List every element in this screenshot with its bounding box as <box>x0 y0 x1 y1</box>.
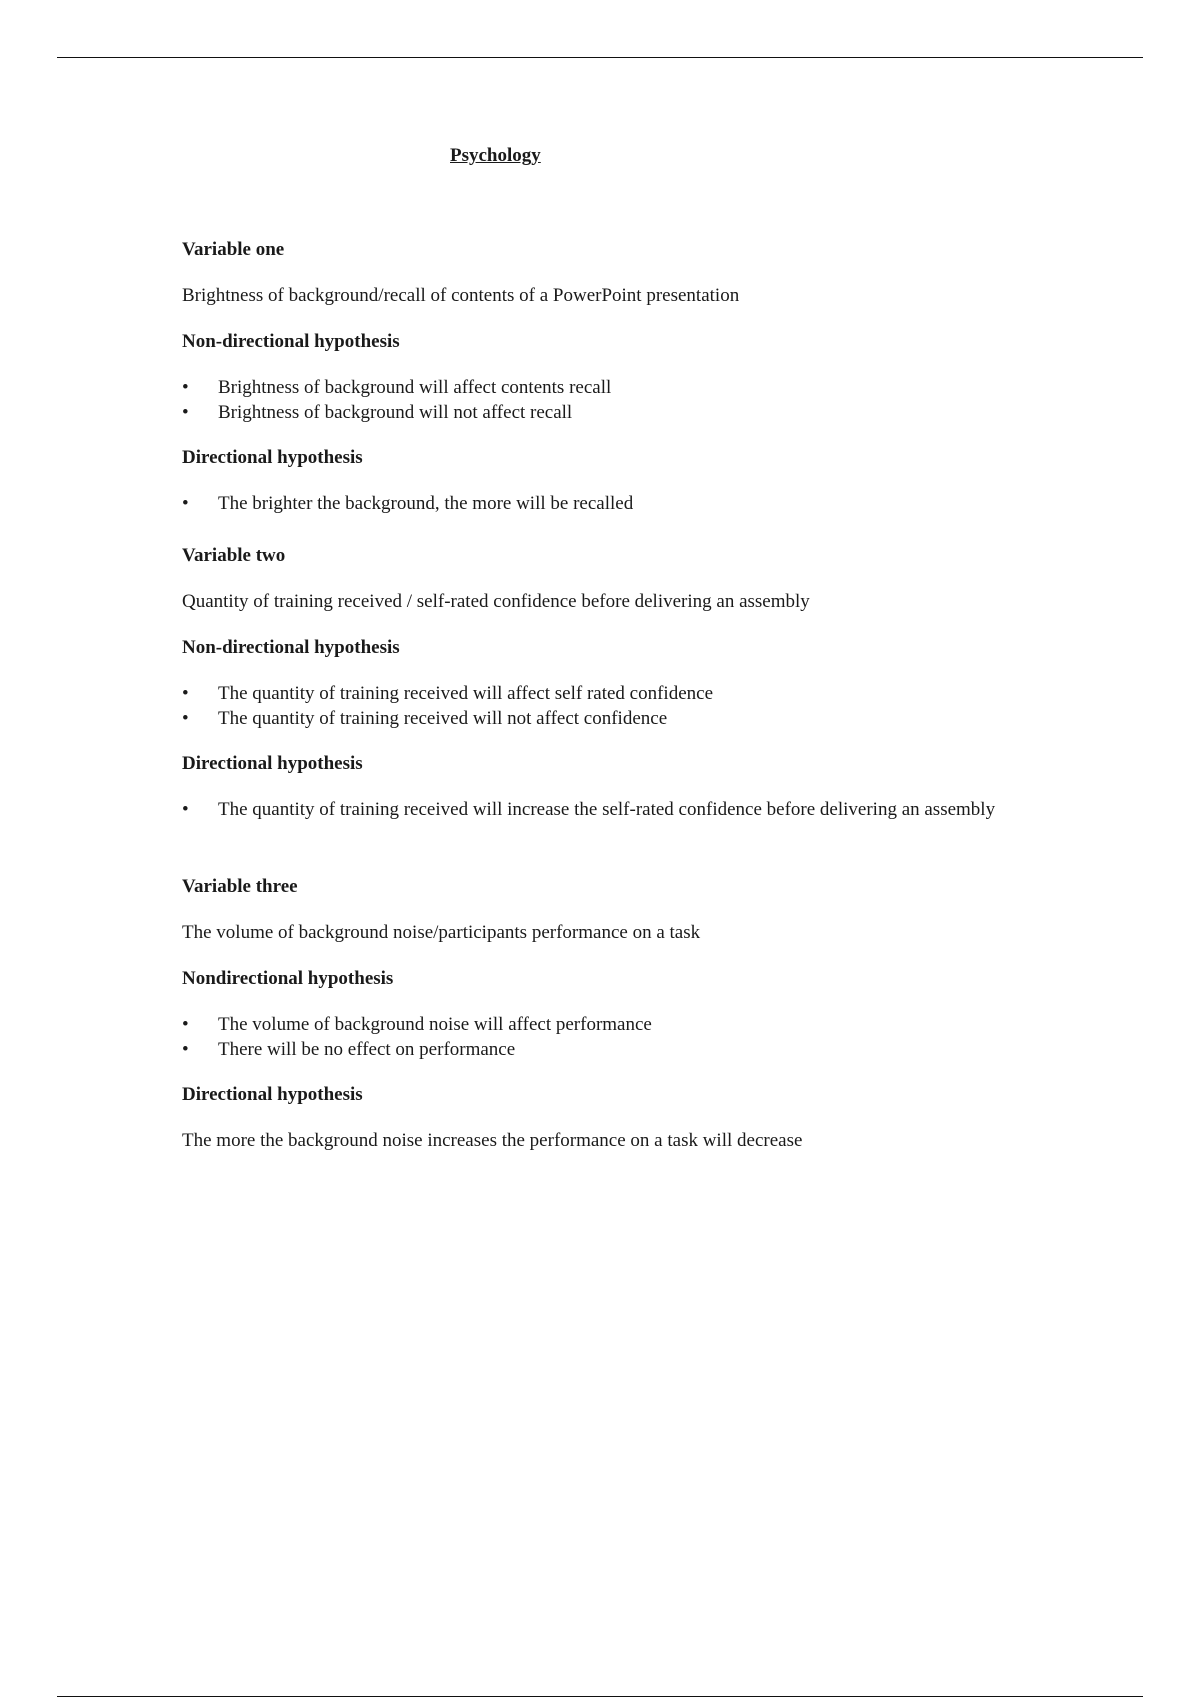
list-item: • Brightness of background will not affect recall <box>182 402 573 423</box>
bullet-icon: • <box>182 683 189 704</box>
bullet-icon: • <box>182 1014 189 1035</box>
bullet-icon: • <box>182 799 189 820</box>
bullet-icon: • <box>182 377 189 398</box>
list-item: • The quantity of training received will affect self rated confidence <box>182 683 714 704</box>
list-item: • There will be no effect on performance <box>182 1039 516 1060</box>
bullet-icon: • <box>182 493 189 514</box>
variable-one-section <box>182 237 1002 536</box>
list-item: • The quantity of training received will not affect confidence <box>182 708 668 729</box>
variable-description: Brightness of background/recall of contents of a PowerPoint presentation <box>182 285 740 306</box>
list-item: • Brightness of background will affect contents recall <box>182 377 612 398</box>
variable-three-section <box>182 874 1002 1174</box>
nondirectional-list <box>182 681 1002 731</box>
variable-heading: Variable one <box>182 239 285 260</box>
directional-heading: Directional hypothesis <box>182 1084 363 1105</box>
list-item: • The brighter the background, the more will be recalled <box>182 493 634 514</box>
top-rule <box>57 57 1143 58</box>
bottom-rule <box>57 1696 1143 1697</box>
nondirectional-list <box>182 1012 1002 1062</box>
bullet-icon: • <box>182 1039 189 1060</box>
list-item: • The volume of background noise will affect performance <box>182 1014 652 1035</box>
variable-description: Quantity of training received / self-rated confidence before delivering an assembly <box>182 591 810 612</box>
directional-heading: Directional hypothesis <box>182 753 363 774</box>
variable-description: The volume of background noise/participants performance on a task <box>182 922 701 943</box>
variable-heading: Variable two <box>182 545 286 566</box>
nondirectional-list <box>182 375 1002 425</box>
variable-two-section <box>182 543 1002 842</box>
variable-heading: Variable three <box>182 876 298 897</box>
nondirectional-heading: Nondirectional hypothesis <box>182 968 394 989</box>
list-item: • The quantity of training received will increase the self-rated confidence before delivering an assembly <box>182 799 996 820</box>
directional-heading: Directional hypothesis <box>182 447 363 468</box>
bullet-icon: • <box>182 708 189 729</box>
directional-list <box>182 797 1002 822</box>
page-title: Psychology <box>450 145 541 166</box>
directional-list <box>182 491 1002 516</box>
nondirectional-heading: Non-directional hypothesis <box>182 637 400 658</box>
bullet-icon: • <box>182 402 189 423</box>
directional-statement: The more the background noise increases the performance on a task will decrease <box>182 1130 803 1151</box>
nondirectional-heading: Non-directional hypothesis <box>182 331 400 352</box>
